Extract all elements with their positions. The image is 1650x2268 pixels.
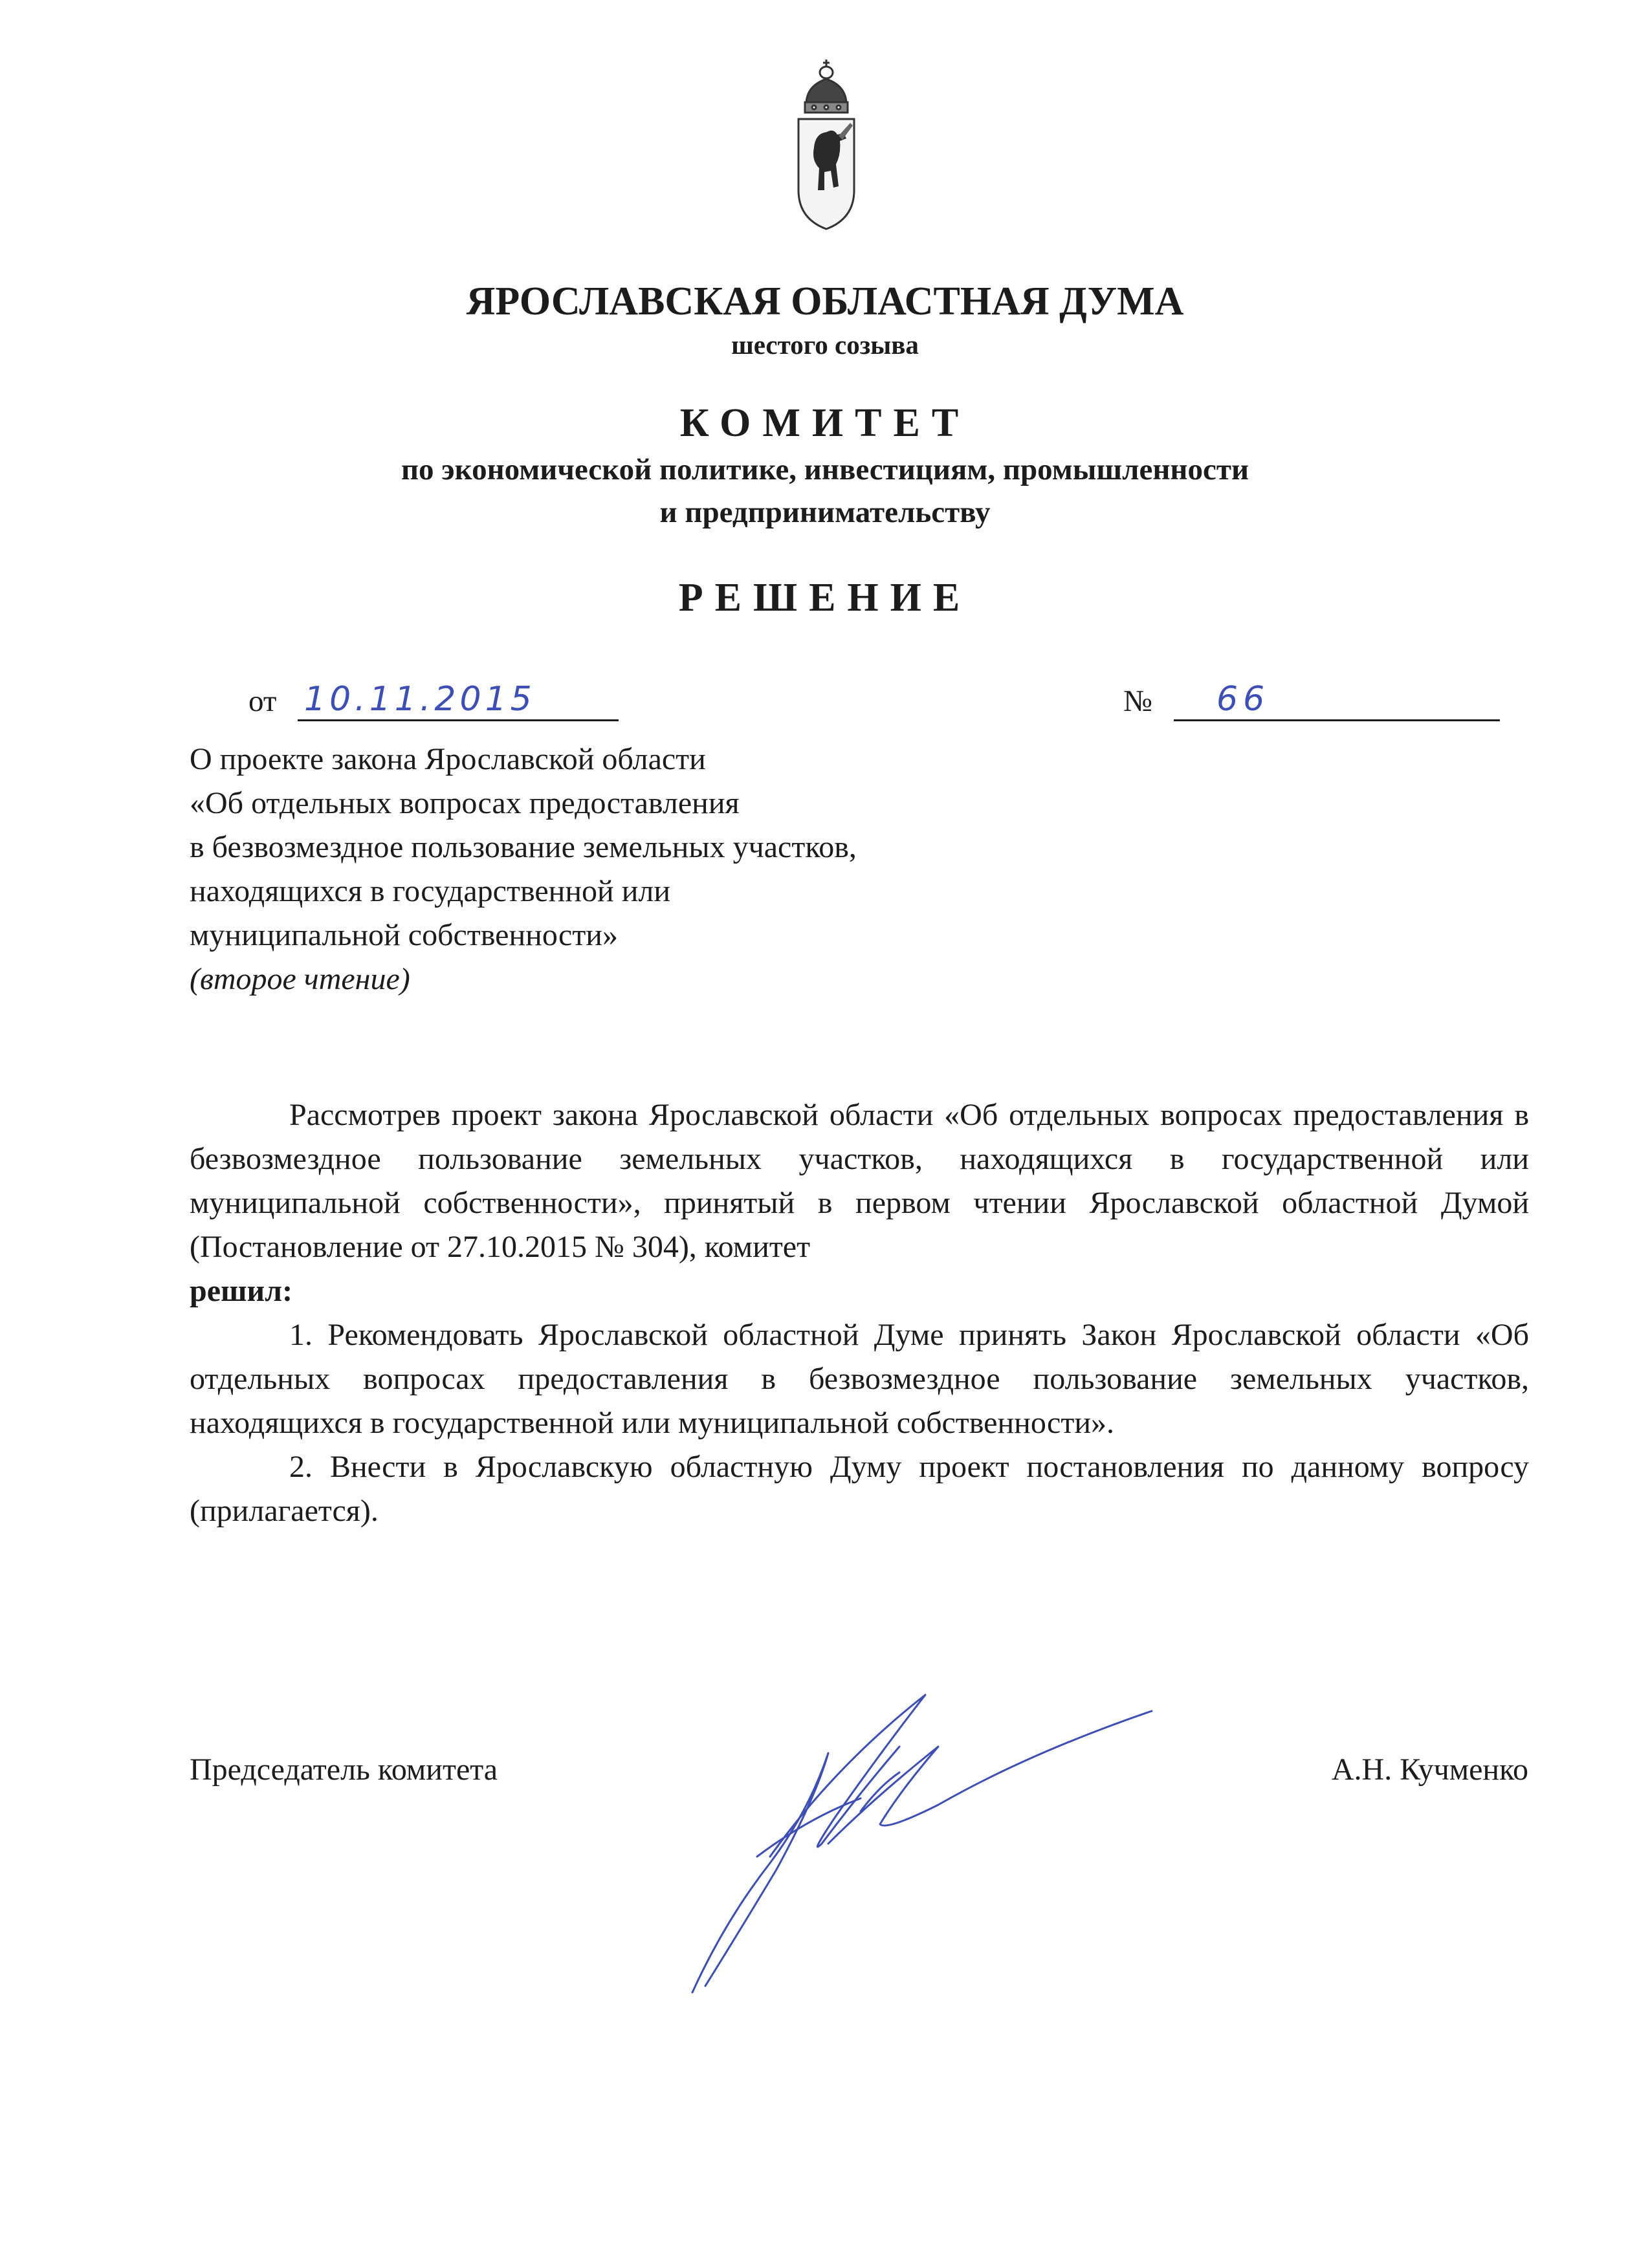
subject-line: муниципальной собственности» [190, 918, 618, 952]
date-underline [298, 719, 619, 721]
subject-line: «Об отдельных вопросах предоставления [190, 786, 740, 820]
organization-name: ЯРОСЛАВСКАЯ ОБЛАСТНАЯ ДУМА [466, 279, 1184, 323]
committee-title: КОМИТЕТ [679, 401, 971, 445]
item-2: 2. Внести в Ярославскую областную Думу проект постановления по данному вопросу (прилагается). [190, 1450, 1529, 1528]
number-underline [1174, 719, 1500, 721]
coat-of-arms-icon [788, 57, 864, 233]
item-1: 1. Рекомендовать Ярославской областной Думе принять Закон Ярославской области «Об отдельных вопросах предоставления в безвозмездное пользование земельных участков, находящихся в государственной или муниципальной собственности». [190, 1318, 1529, 1440]
subject-line: находящихся в государственной или [190, 874, 671, 908]
date-label: от [248, 684, 277, 718]
handwritten-signature [666, 1650, 1158, 2012]
signatory-name: А.Н. Кучменко [1331, 1752, 1528, 1787]
signatory-role: Председатель комитета [190, 1752, 498, 1787]
document-body [190, 1093, 1529, 1533]
committee-subtitle-line1: по экономической политике, инвестициям, промышленности [401, 453, 1249, 486]
subject-line: в безвозмездное пользование земельных участков, [190, 830, 857, 864]
committee-subtitle-line2: и предпринимательству [659, 496, 991, 529]
number-label: № [1123, 684, 1152, 718]
intro-paragraph [190, 1093, 1529, 1313]
subject-line: О проекте закона Ярославской области [190, 742, 706, 776]
reading-note: (второе чтение) [190, 962, 410, 996]
number-value-handwritten: 66 [1216, 680, 1270, 719]
subject-block [190, 737, 1095, 1001]
convocation-label: шестого созыва [731, 330, 919, 360]
resolved-label: решил: [190, 1274, 293, 1308]
intro-text: Рассмотрев проект закона Ярославской области «Об отдельных вопросах предоставления в безвозмездное пользование земельных участков, находящихся в государственной или муниципальной собственности», принятый в первом чтении Ярославской областной Думой (Постановление от 27.10.2015 № 304), комитет [190, 1098, 1529, 1264]
date-value-handwritten: 10.11.2015 [304, 680, 536, 719]
document-type-title: РЕШЕНИЕ [678, 576, 972, 620]
